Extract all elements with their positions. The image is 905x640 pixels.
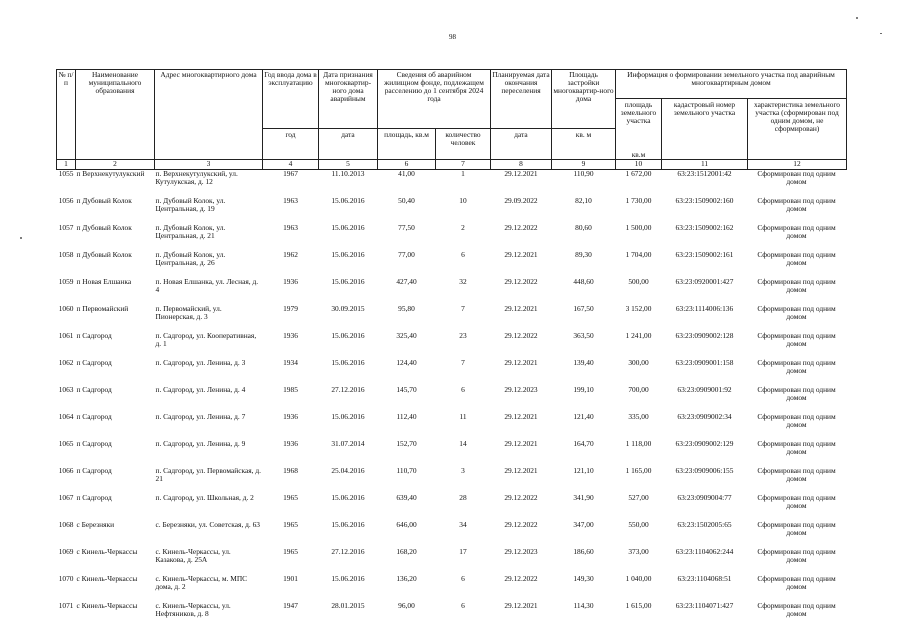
header-unit-sqm: кв. м [552, 129, 616, 160]
people-count-cell: 23 [459, 331, 467, 341]
row-number-cell [57, 386, 155, 413]
year-cell: 1936 [283, 439, 298, 449]
planned-date-cell: 29.12.2022 [504, 520, 538, 530]
emergency-area-cell: 325,40 [396, 331, 417, 341]
municipality-name: с Кинель-Черкассы [76, 574, 138, 584]
emergency-area-cell: 77,00 [398, 250, 415, 260]
cadastral-number-cell: 63:23:1104071:427 [675, 602, 734, 611]
table-row [57, 359, 847, 386]
year-cell: 1936 [283, 412, 298, 422]
emergency-area-cell: 136,20 [396, 574, 417, 584]
cadastral-number-cell: 63:23:1104062:244 [675, 548, 734, 557]
land-area-cell: 335,00 [628, 413, 649, 422]
header-municipality: Наименование муниципального образования [76, 70, 155, 160]
table-row [57, 602, 847, 629]
emergency-area-cell: 41,00 [398, 169, 415, 179]
table-row [57, 278, 847, 305]
planned-date-cell: 29.12.2022 [504, 493, 538, 503]
emergency-area-cell: 152,70 [396, 439, 417, 449]
people-count-cell: 7 [461, 358, 465, 368]
table-row [57, 521, 847, 548]
header-emergency-fund: Сведения об аварийном жилищном фонде, подлежащем расселению до 1 сентября 2024 года [378, 70, 491, 129]
recognition-date-cell: 15.06.2016 [331, 358, 365, 368]
scan-speck [880, 33, 882, 34]
address-cell: п. Садгород, ул. Школьная, д. 2 [155, 493, 254, 503]
planned-date-cell: 29.12.2021 [504, 250, 538, 260]
address-cell: п. Садгород, ул. Ленина, д. 4 [155, 385, 246, 395]
building-area-cell: 121,40 [573, 412, 594, 422]
table-header [57, 70, 847, 170]
table-row [57, 170, 847, 198]
year-cell: 1936 [283, 277, 298, 287]
row-number: 1056 [58, 196, 74, 206]
table-row [57, 548, 847, 575]
emergency-area-cell: 639,40 [396, 493, 417, 503]
table-row [57, 305, 847, 332]
building-area-cell: 164,70 [573, 439, 594, 449]
row-number: 1065 [58, 439, 74, 449]
land-characteristic-cell: Сформирован под одним домом [757, 547, 836, 565]
table-row [57, 467, 847, 494]
table-row [57, 494, 847, 521]
cadastral-number-cell: 63:23:1512001:42 [677, 169, 732, 179]
address-cell: с. Кинель-Черкассы, ул. Казакова, д. 25А [155, 547, 231, 565]
address-cell: п. Садгород, ул. Первомайская, д. 21 [155, 466, 261, 484]
land-characteristic-cell: Сформирован под одним домом [757, 277, 836, 295]
cadastral-number-cell: 63:23:1509002:160 [675, 197, 734, 206]
row-number-cell [57, 305, 155, 332]
address-cell: п. Дубовый Колок, ул. Центральная, д. 21 [155, 223, 226, 241]
address-cell: п. Верхнекутулукский, ул. Кутулукская, д. 12 [155, 169, 238, 187]
row-number-cell [57, 413, 155, 440]
header-land-characteristic: характеристика земельного участка (сформирован под одним домом, не сформирован) [748, 99, 847, 160]
column-number: 7 [436, 160, 491, 170]
address-cell: п. Дубовый Колок, ул. Центральная, д. 26 [155, 250, 226, 268]
land-area-cell: 527,00 [628, 494, 649, 503]
people-count-cell: 34 [459, 520, 467, 530]
building-area-cell: 199,10 [573, 385, 594, 395]
year-cell: 1965 [283, 493, 298, 503]
building-area-cell: 110,90 [573, 169, 594, 179]
land-area-cell: 1 040,00 [625, 575, 652, 584]
header-unit-date2: дата [491, 129, 552, 160]
row-number-cell [57, 440, 155, 467]
column-number: 11 [662, 160, 748, 170]
recognition-date-cell: 15.06.2016 [331, 331, 365, 341]
municipality-name: п Садгород [76, 385, 112, 395]
header-unit-year: год [263, 129, 319, 160]
address-cell: с. Березняки, ул. Советская, д. 63 [155, 520, 260, 530]
planned-date-cell: 29.12.2021 [504, 304, 538, 314]
emergency-area-cell: 427,40 [396, 277, 417, 287]
land-characteristic-cell: Сформирован под одним домом [757, 331, 836, 349]
cadastral-number-cell: 63:23:0909002:34 [677, 413, 732, 422]
cadastral-number-cell: 63:23:1509002:161 [675, 251, 734, 260]
row-number: 1064 [58, 412, 74, 422]
land-area-cell: 1 704,00 [625, 251, 652, 260]
row-number: 1063 [58, 385, 74, 395]
row-number: 1055 [58, 169, 74, 179]
building-area-cell: 186,60 [573, 547, 594, 557]
building-area-cell: 121,10 [573, 466, 594, 476]
people-count-cell: 2 [461, 223, 465, 233]
recognition-date-cell: 27.12.2016 [331, 547, 365, 557]
municipality-name: с Кинель-Черкассы [76, 547, 138, 557]
scan-speck [856, 17, 858, 19]
planned-date-cell: 29.12.2021 [504, 358, 538, 368]
column-number: 4 [263, 160, 319, 170]
table-row [57, 413, 847, 440]
land-area-cell: 1 615,00 [625, 602, 652, 611]
recognition-date-cell: 15.06.2016 [331, 277, 365, 287]
table-row [57, 224, 847, 251]
year-cell: 1979 [283, 304, 298, 314]
address-cell: п. Садгород, ул. Кооперативная, д. 1 [155, 331, 257, 349]
recognition-date-cell: 15.06.2016 [331, 574, 365, 584]
municipality-name: п Садгород [76, 466, 112, 476]
land-characteristic-cell: Сформирован под одним домом [757, 412, 836, 430]
land-characteristic-cell: Сформирован под одним домом [757, 358, 836, 376]
planned-date-cell: 29.12.2022 [504, 331, 538, 341]
land-characteristic-cell: Сформирован под одним домом [757, 574, 836, 592]
table-row [57, 197, 847, 224]
row-number-cell [57, 251, 155, 278]
planned-date-cell: 29.12.2021 [504, 412, 538, 422]
planned-date-cell: 29.12.2021 [504, 601, 538, 611]
building-area-cell: 89,30 [575, 250, 592, 260]
row-number: 1060 [58, 304, 74, 314]
land-characteristic-cell: Сформирован под одним домом [757, 520, 836, 538]
municipality-name: п Дубовый Колок [76, 223, 132, 233]
scan-speck [20, 237, 22, 239]
row-number-cell [57, 521, 155, 548]
row-number-cell [57, 602, 155, 629]
emergency-area-cell: 50,40 [398, 196, 415, 206]
municipality-name: п Первомайский [76, 304, 129, 314]
cadastral-number-cell: 63:23:0909001:158 [675, 359, 734, 368]
address-cell: п. Дубовый Колок, ул. Центральная, д. 19 [155, 196, 226, 214]
header-unit-sqm2: кв.м [631, 150, 646, 159]
recognition-date-cell: 15.06.2016 [331, 223, 365, 233]
municipality-name: п Дубовый Колок [76, 196, 132, 206]
land-area-cell: 1 672,00 [625, 169, 652, 179]
recognition-date-cell: 15.06.2016 [331, 250, 365, 260]
people-count-cell: 3 [461, 466, 465, 476]
year-cell: 1901 [283, 574, 298, 584]
emergency-area-cell: 95,80 [398, 304, 415, 314]
recognition-date-cell: 25.04.2016 [331, 466, 365, 476]
land-area-cell: 1 118,00 [625, 440, 652, 449]
row-number: 1068 [58, 520, 74, 530]
people-count-cell: 7 [461, 304, 465, 314]
table-row [57, 251, 847, 278]
people-count-cell: 6 [461, 601, 465, 611]
row-number-cell [57, 467, 155, 494]
land-characteristic-cell: Сформирован под одним домом [757, 304, 836, 322]
emergency-area-cell: 646,00 [396, 520, 417, 530]
planned-date-cell: 29.12.2021 [504, 466, 538, 476]
people-count-cell: 10 [459, 196, 467, 206]
land-characteristic-cell: Сформирован под одним домом [757, 385, 836, 403]
header-unit-date: дата [319, 129, 378, 160]
row-number: 1057 [58, 223, 74, 233]
cadastral-number-cell: 63:23:0909001:92 [677, 386, 732, 395]
row-number: 1067 [58, 493, 74, 503]
year-cell: 1985 [283, 385, 298, 395]
column-number: 3 [155, 160, 263, 170]
row-number-cell [57, 170, 155, 198]
address-cell: п. Новая Елшанка, ул. Лесная, д. 4 [155, 277, 259, 295]
emergency-area-cell: 145,70 [396, 385, 417, 395]
cadastral-number-cell: 63:23:1114006:136 [675, 305, 734, 314]
year-cell: 1968 [283, 466, 298, 476]
row-number: 1071 [58, 601, 74, 611]
planned-date-cell: 29.12.2021 [504, 169, 538, 179]
table-row [57, 386, 847, 413]
municipality-name: п Садгород [76, 439, 112, 449]
building-area-cell: 347,00 [573, 520, 594, 530]
municipality-name: с Кинель-Черкассы [76, 601, 138, 611]
header-recognition-date: Дата признания многоквартир-ного дома аварийным [319, 70, 378, 129]
land-area-cell: 3 152,00 [625, 305, 652, 314]
table-row [57, 575, 847, 602]
recognition-date-cell: 31.07.2014 [331, 439, 365, 449]
land-area-cell: 373,00 [628, 548, 649, 557]
row-number: 1066 [58, 466, 74, 476]
municipality-name: п Садгород [76, 493, 112, 503]
recognition-date-cell: 15.06.2016 [331, 412, 365, 422]
column-number: 5 [319, 160, 378, 170]
municipality-name: п Садгород [76, 358, 112, 368]
address-cell: п. Садгород, ул. Ленина, д. 3 [155, 358, 246, 368]
land-area-cell: 300,00 [628, 359, 649, 368]
building-area-cell: 82,10 [575, 196, 592, 206]
year-cell: 1965 [283, 520, 298, 530]
table-row [57, 332, 847, 359]
municipality-name: п Садгород [76, 331, 112, 341]
row-number: 1070 [58, 574, 74, 584]
emergency-area-cell: 110,70 [396, 466, 417, 476]
row-number-cell [57, 278, 155, 305]
land-characteristic-cell: Сформирован под одним домом [757, 250, 836, 268]
column-number: 2 [76, 160, 155, 170]
land-characteristic-cell: Сформирован под одним домом [757, 439, 836, 457]
people-count-cell: 1 [461, 169, 465, 179]
address-cell: с. Кинель-Черкассы, м. МПС дома, д. 2 [155, 574, 248, 592]
emergency-area-cell: 112,40 [396, 412, 417, 422]
planned-date-cell: 29.09.2022 [504, 196, 538, 206]
people-count-cell: 6 [461, 250, 465, 260]
cadastral-number-cell: 63:23:0909002:128 [675, 332, 734, 341]
people-count-cell: 6 [461, 385, 465, 395]
column-number-row [57, 160, 847, 170]
row-number-cell [57, 197, 155, 224]
people-count-cell: 14 [459, 439, 467, 449]
land-area-cell: 1 500,00 [625, 224, 652, 233]
address-cell: п. Садгород, ул. Ленина, д. 7 [155, 412, 246, 422]
emergency-area-cell: 168,20 [396, 547, 417, 557]
people-count-cell: 17 [459, 547, 467, 557]
column-number: 1 [57, 160, 76, 170]
municipality-name: п Дубовый Колок [76, 250, 132, 260]
recognition-date-cell: 28.01.2015 [331, 601, 365, 611]
municipality-name: п Садгород [76, 412, 112, 422]
header-unit-people: количество человек [436, 129, 491, 160]
header-land-area [616, 99, 662, 160]
land-characteristic-cell: Сформирован под одним домом [757, 196, 836, 214]
emergency-area-cell: 77,50 [398, 223, 415, 233]
page-number: 98 [449, 33, 456, 41]
land-area-cell: 500,00 [628, 278, 649, 287]
row-number: 1069 [58, 547, 74, 557]
year-cell: 1947 [283, 601, 298, 611]
land-characteristic-cell: Сформирован под одним домом [757, 169, 836, 187]
building-area-cell: 363,50 [573, 331, 594, 341]
header-planned-date: Планируемая дата окончания переселения [491, 70, 552, 129]
planned-date-cell: 29.12.2023 [504, 547, 538, 557]
planned-date-cell: 29.12.2023 [504, 385, 538, 395]
land-characteristic-cell: Сформирован под одним домом [757, 493, 836, 511]
municipality-name: с Березняки [76, 520, 115, 530]
building-area-cell: 139,40 [573, 358, 594, 368]
cadastral-number-cell: 63:23:0909006:155 [675, 467, 734, 476]
year-cell: 1936 [283, 331, 298, 341]
planned-date-cell: 29.12.2022 [504, 277, 538, 287]
cadastral-number-cell: 63:23:1509002:162 [675, 224, 734, 233]
row-number-cell [57, 359, 155, 386]
building-area-cell: 114,30 [573, 601, 594, 611]
column-number: 10 [616, 160, 662, 170]
municipality-name: п Верхнекутулукский [76, 169, 145, 179]
table-row [57, 440, 847, 467]
header-unit-area: площадь, кв.м [378, 129, 436, 160]
cadastral-number-cell: 63:23:0920001:427 [675, 278, 734, 287]
recognition-date-cell: 15.06.2016 [331, 493, 365, 503]
year-cell: 1934 [283, 358, 298, 368]
table-body [57, 170, 847, 630]
address-cell: с. Кинель-Черкассы, ул. Нефтяников, д. 8 [155, 601, 231, 619]
header-no: № п/п [57, 70, 76, 160]
building-area-cell: 149,30 [573, 574, 594, 584]
row-number-cell [57, 548, 155, 575]
row-number: 1061 [58, 331, 74, 341]
header-land-area-label: площадь земельного участка [620, 100, 657, 126]
land-characteristic-cell: Сформирован под одним домом [757, 223, 836, 241]
header-year: Год ввода дома в эксплуатацию [263, 70, 319, 129]
row-number-cell [57, 494, 155, 521]
emergency-area-cell: 124,40 [396, 358, 417, 368]
land-area-cell: 550,00 [628, 521, 649, 530]
municipality-name: п Новая Елшанка [76, 277, 132, 287]
building-area-cell: 341,90 [573, 493, 594, 503]
recognition-date-cell: 27.12.2016 [331, 385, 365, 395]
address-cell: п. Садгород, ул. Ленина, д. 9 [155, 439, 246, 449]
row-number-cell [57, 575, 155, 602]
emergency-housing-table [56, 69, 847, 629]
row-number: 1058 [58, 250, 74, 260]
people-count-cell: 28 [459, 493, 467, 503]
row-number: 1059 [58, 277, 74, 287]
people-count-cell: 11 [459, 412, 467, 422]
planned-date-cell: 29.12.2021 [504, 439, 538, 449]
header-land-info: Информация о формировании земельного участка под аварийным многоквартирным домом [616, 70, 847, 99]
column-number: 9 [552, 160, 616, 170]
column-number: 6 [378, 160, 436, 170]
emergency-area-cell: 96,00 [398, 601, 415, 611]
building-area-cell: 167,50 [573, 304, 594, 314]
recognition-date-cell: 15.06.2016 [331, 196, 365, 206]
land-area-cell: 1 241,00 [625, 332, 652, 341]
row-number-cell [57, 224, 155, 251]
land-area-cell: 1 165,00 [625, 467, 652, 476]
land-characteristic-cell: Сформирован под одним домом [757, 466, 836, 484]
year-cell: 1963 [283, 223, 298, 233]
column-number: 8 [491, 160, 552, 170]
recognition-date-cell: 30.09.2015 [331, 304, 365, 314]
row-number-cell [57, 332, 155, 359]
year-cell: 1962 [283, 250, 298, 260]
address-cell: п. Первомайский, ул. Пионерская, д. 3 [155, 304, 222, 322]
building-area-cell: 448,60 [573, 277, 594, 287]
people-count-cell: 32 [459, 277, 467, 287]
cadastral-number-cell: 63:23:0909004:77 [677, 494, 732, 503]
header-address: Адрес многоквартирного дома [155, 70, 263, 160]
year-cell: 1963 [283, 196, 298, 206]
recognition-date-cell: 15.06.2016 [331, 520, 365, 530]
people-count-cell: 6 [461, 574, 465, 584]
register-table-wrapper [56, 69, 846, 629]
cadastral-number-cell: 63:23:1502005:65 [677, 521, 732, 530]
building-area-cell: 80,60 [575, 223, 592, 233]
cadastral-number-cell: 63:23:1104068:51 [677, 575, 732, 584]
land-characteristic-cell: Сформирован под одним домом [757, 601, 836, 619]
year-cell: 1965 [283, 547, 298, 557]
land-area-cell: 1 730,00 [625, 197, 652, 206]
row-number: 1062 [58, 358, 74, 368]
column-number: 12 [748, 160, 847, 170]
land-area-cell: 700,00 [628, 386, 649, 395]
cadastral-number-cell: 63:23:0909002:129 [675, 440, 734, 449]
planned-date-cell: 29.12.2022 [504, 574, 538, 584]
planned-date-cell: 29.12.2022 [504, 223, 538, 233]
header-cadastral-number: кадастровый номер земельного участка [662, 99, 748, 160]
year-cell: 1967 [283, 169, 298, 179]
header-building-area: Площадь застройки многоквартир-ного дома [552, 70, 616, 129]
recognition-date-cell: 11.10.2013 [331, 169, 365, 179]
